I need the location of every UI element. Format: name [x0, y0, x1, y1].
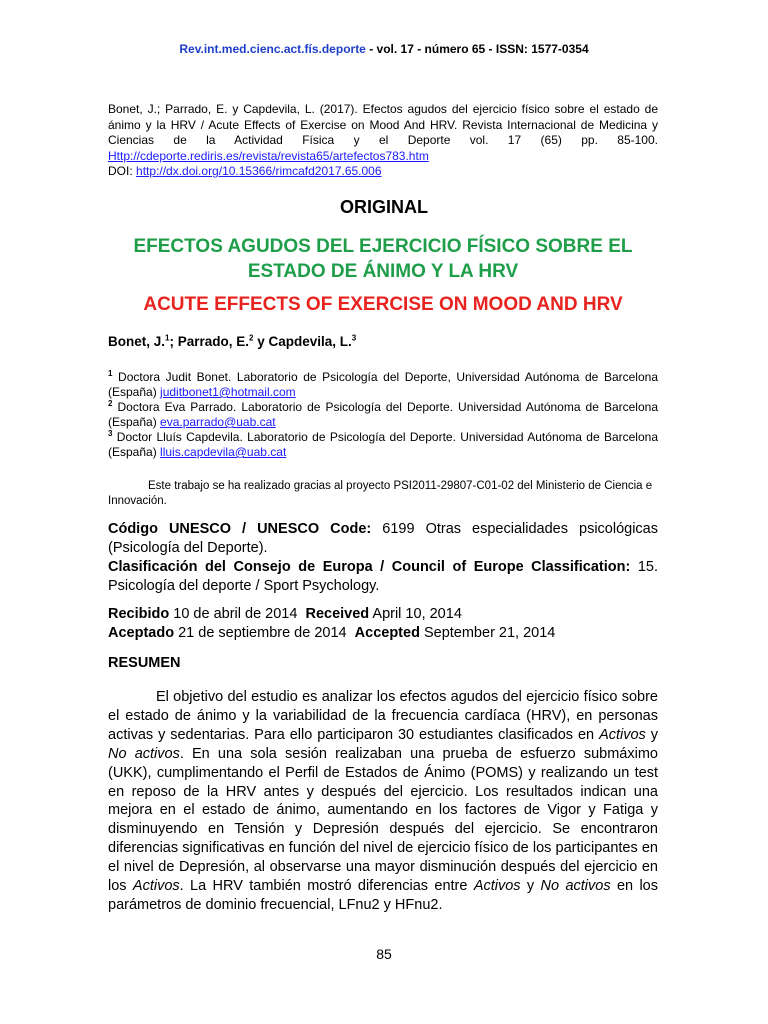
resumen-heading: RESUMEN: [108, 655, 181, 671]
affiliation-text: Doctora Judit Bonet. Laboratorio de Psicología del Deporte, Universidad Autónoma de Barcelona (España): [108, 370, 658, 399]
abstract-emphasis: Activos: [132, 878, 180, 895]
affiliation-item: [108, 370, 658, 400]
affiliation-item: [108, 400, 658, 430]
unesco-label: Código UNESCO / UNESCO Code:: [108, 521, 372, 537]
coe-value: 15. Psicología del deporte / Sport Psychology.: [108, 559, 658, 594]
title-english: ACUTE EFFECTS OF EXERCISE ON MOOD AND HRV: [143, 294, 623, 315]
coe-classification: [108, 558, 658, 596]
author-name: Bonet, J.: [108, 334, 166, 349]
affiliations: [108, 370, 658, 460]
page-number: 85: [376, 946, 392, 962]
abstract-segment: El objetivo del estudio es analizar los efectos agudos del ejercicio físico sobre el estado de ánimo y la variabilidad de la frecuencia cardíaca (HRV), en personas activas y sedentarias. Para ello participaron 30 estudiantes clasificados en: [108, 689, 658, 743]
author-name: y Capdevila, L.: [253, 334, 352, 349]
affiliation-number: 2: [108, 399, 113, 408]
abstract-segment: . La HRV también mostró diferencias entre: [179, 878, 474, 895]
doi-link[interactable]: http://dx.doi.org/10.15366/rimcafd2017.65.006: [136, 164, 382, 178]
affiliation-text: Doctora Eva Parrado. Laboratorio de Psicología del Deporte. Universidad Autónoma de Barcelona (España): [108, 400, 658, 429]
abstract-segment: en los parámetros de dominio frecuencial, LFnu2 y HFnu2.: [108, 878, 658, 913]
citation-block: [108, 102, 658, 180]
abstract-segment: y: [645, 726, 658, 743]
journal-header: [0, 42, 768, 56]
received-label: Received: [305, 606, 370, 622]
affiliation-number: 3: [108, 429, 113, 438]
email-link[interactable]: lluis.capdevila@uab.cat: [160, 445, 287, 459]
doi-label: DOI:: [108, 164, 137, 178]
aceptado-value: 21 de septiembre de 2014: [174, 625, 355, 641]
unesco-value: 6199 Otras especialidades psicológicas (Psicología del Deporte).: [108, 521, 658, 556]
email-link[interactable]: eva.parrado@uab.cat: [160, 415, 276, 429]
affiliation-text: Doctor Lluís Capdevila. Laboratorio de Psicología del Deporte. Universidad Autónoma de Barcelona (España): [108, 430, 658, 459]
received-value: April 10, 2014: [369, 606, 462, 622]
accepted-label: Accepted: [354, 625, 420, 641]
submission-dates: [108, 605, 658, 643]
abstract-segment: y: [520, 878, 541, 895]
abstract-text: [108, 688, 658, 915]
author-name: ; Parrado, E.: [169, 334, 249, 349]
aceptado-label: Aceptado: [108, 625, 175, 641]
title-spanish: EFECTOS AGUDOS DEL EJERCICIO FÍSICO SOBRE EL ESTADO DE ÁNIMO Y LA HRV: [133, 236, 633, 282]
author-line: [108, 334, 356, 349]
abstract-segment: . En una sola sesión realizaban una prueba de esfuerzo submáximo (UKK), cumplimentando el Perfil de Estados de Ánimo (POMS) y realizando un test en reposo de la HRV antes y después del ejercicio. Los resultados indican una mejora en el estado de ánimo, aumentando en los factores de Vigor y Fatiga y disminuyendo en Tensión y Depresión después del ejercicio. Se encontraron diferencias significativas en función del nivel de ejercicio físico de los participantes en el nivel de Depresión, al observarse una mayor disminución después del ejercicio en los: [108, 745, 658, 895]
recibido-label: Recibido: [108, 606, 170, 622]
unesco-code: [108, 520, 658, 558]
author-superscript: 3: [351, 333, 357, 343]
citation-url-link[interactable]: Http://cdeporte.rediris.es/revista/revista65/artefectos783.htm: [108, 148, 429, 163]
journal-info: - vol. 17 - número 65 - ISSN: 1577-0354: [365, 42, 589, 56]
author-superscript: 1: [165, 333, 170, 343]
author-superscript: 2: [249, 333, 254, 343]
email-link[interactable]: juditbonet1@hotmail.com: [160, 385, 296, 399]
abstract-emphasis: Activos: [599, 726, 646, 743]
abstract-emphasis: Activos: [473, 878, 521, 895]
received-line: [108, 605, 658, 624]
journal-name: Rev.int.med.cienc.act.fís.deporte: [179, 42, 366, 56]
coe-label: Clasificación del Consejo de Europa / Council of Europe Classification:: [108, 559, 631, 575]
affiliation-item: [108, 430, 658, 460]
citation-text: Bonet, J.; Parrado, E. y Capdevila, L. (2017). Efectos agudos del ejercicio físico sobre el estado de ánimo y la HRV / Acute Effects of Exercise on Mood And HRV. Revista Internacional de Medicina y Ciencias de la Actividad Física y el Deporte vol. 17 (65) pp. 85-100.: [108, 102, 658, 147]
accepted-line: [108, 624, 658, 643]
funding-note: Este trabajo se ha realizado gracias al proyecto PSI2011-29807-C01-02 del Ministerio de Ciencia e Innovación.: [108, 480, 653, 507]
section-label: ORIGINAL: [340, 197, 428, 217]
accepted-value: September 21, 2014: [419, 625, 556, 641]
affiliation-number: 1: [108, 369, 113, 378]
recibido-value: 10 de abril de 2014: [169, 606, 306, 622]
classification-codes: [108, 520, 658, 596]
abstract-emphasis: No activos: [540, 878, 611, 895]
abstract-emphasis: No activos: [108, 745, 180, 762]
